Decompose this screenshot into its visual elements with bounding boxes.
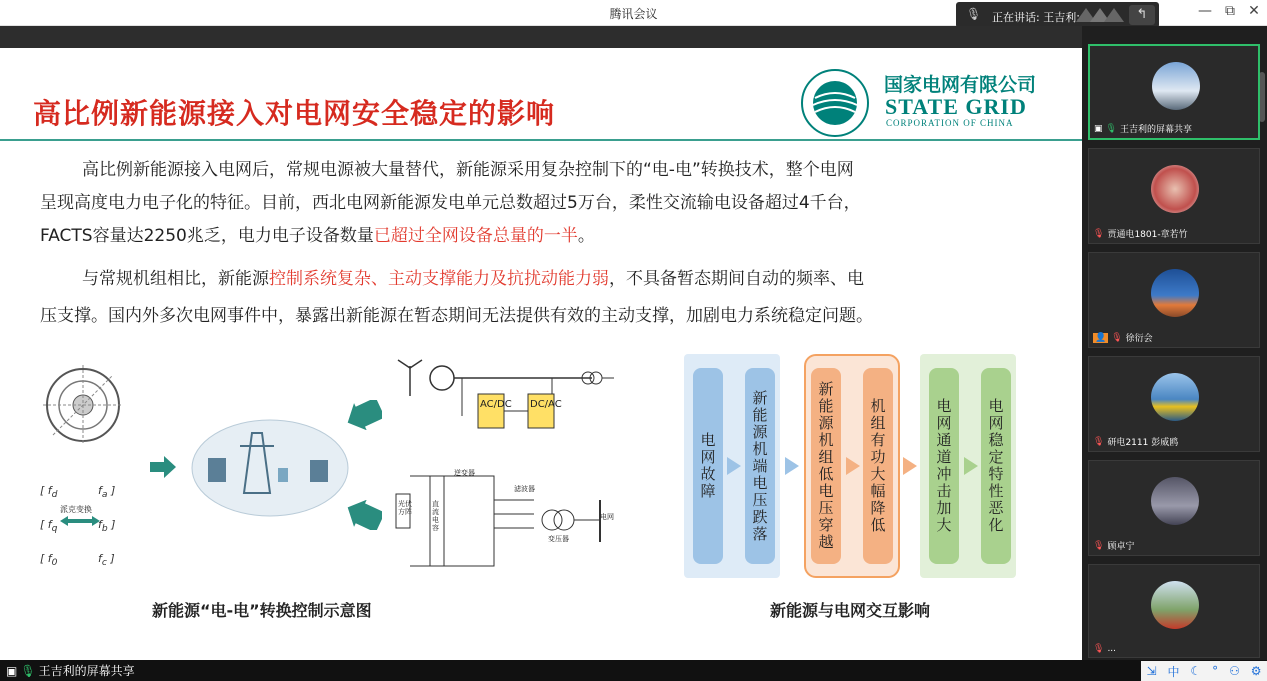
paragraph-2-line-1 (40, 263, 1050, 296)
screen-share-status[interactable] (2, 661, 139, 680)
logo-english-name: STATE GRID (885, 94, 1027, 119)
dc-capacitor-label: 直流电容 (432, 500, 439, 532)
left-figure-caption: 新能源“电-电”转换控制示意图 (152, 601, 372, 620)
participant-name: 研电2111 彭威鸥 (1107, 438, 1179, 448)
park-transform-diagram (38, 476, 128, 569)
bottom-status-bar (0, 660, 1267, 681)
participant-label (1093, 644, 1116, 654)
power-grid-illustration (190, 418, 350, 518)
participant-name: ... (1107, 644, 1117, 654)
flow-arrow-icon (846, 457, 860, 475)
paragraph-1-line-2: 呈现高度电力电子化的特征。目前，西北电网新能源发电单元总数超过5万台，柔性交流输电设备超过4千台， (40, 193, 861, 213)
maximize-button[interactable]: ⧉ (1225, 3, 1235, 19)
motor-cross-section-diagram (38, 360, 128, 450)
paragraph-1-text: FACTS容量达2250兆乏，电力电子设备数量 (40, 226, 374, 246)
participant-label (1094, 122, 1192, 135)
double-arrow-icon (60, 516, 100, 526)
flow-step-1: 电网故障 (693, 368, 723, 564)
left-arrow-icon (346, 500, 382, 530)
participant-tile[interactable] (1088, 356, 1260, 452)
mic-on-icon: 🎙 (1105, 123, 1117, 134)
left-arrow-icon (346, 400, 382, 430)
flow-arrow-icon (727, 457, 741, 475)
participant-name: 王吉利的屏幕共享 (1119, 125, 1192, 135)
minimize-button[interactable]: — (1198, 3, 1212, 19)
close-button[interactable]: ✕ (1248, 3, 1260, 19)
ime-user-icon[interactable]: ⚇ (1229, 664, 1240, 678)
acdc-label: AC/DC (480, 399, 512, 410)
participant-label (1093, 435, 1178, 448)
slide-title: 高比例新能源接入对电网安全稳定的影响 (33, 97, 556, 130)
avatar (1151, 373, 1199, 421)
fb-label: $f_b$ ] (98, 518, 116, 535)
user-icon: 👤 (1095, 332, 1107, 343)
paragraph-1-line-3 (40, 220, 1050, 253)
return-arrow-icon[interactable]: ↰ (1129, 5, 1155, 25)
participant-tile[interactable] (1088, 564, 1260, 658)
screen-share-icon: ▣ (1094, 123, 1103, 134)
paragraph-2-highlight: 控制系统复杂、主动支撑能力及抗扰动能力弱 (269, 269, 609, 289)
paragraph-2-text: 与常规机组相比，新能源 (82, 269, 269, 289)
avatar (1152, 62, 1200, 110)
shared-slide (0, 48, 1082, 655)
avatar (1151, 477, 1199, 525)
mic-muted-icon: 🎙 (1093, 228, 1105, 239)
participant-name: 贾通电1801-章若竹 (1107, 230, 1188, 240)
mic-on-icon: 🎙 (20, 663, 36, 678)
participant-label (1093, 539, 1134, 552)
mic-muted-icon: 🎙 (1093, 540, 1105, 551)
ime-toolbar[interactable] (1141, 661, 1267, 681)
mic-icon: 🎙 (966, 7, 982, 21)
mic-muted-icon: 🎙 (1111, 332, 1123, 343)
app-title: 腾讯会议 (609, 7, 658, 21)
ime-settings-icon[interactable]: ⚙ (1250, 664, 1262, 678)
mic-muted-icon: 🎙 (1093, 436, 1105, 447)
flow-arrow-icon (785, 457, 799, 475)
fa-label: $f_a$ ] (98, 484, 116, 501)
logo-chinese-name: 国家电网有限公司 (884, 74, 1037, 96)
inverter-label: 逆变器 (454, 469, 475, 477)
mic-muted-icon: 🎙 (1093, 644, 1105, 654)
right-arrow-icon (150, 456, 176, 478)
ime-moon-icon[interactable]: ☾ (1190, 664, 1202, 678)
logo-english-subtitle: CORPORATION OF CHINA (886, 118, 1014, 128)
screen-share-label: 王吉利的屏幕共享 (38, 664, 135, 678)
paragraph-1-line-1: 高比例新能源接入电网后，常规电源被大量替代，新能源采用复杂控制下的“电-电”转换技术，整个电网 (82, 160, 854, 180)
participant-name: 顾卓宁 (1107, 542, 1135, 552)
park-transform-label: 派克变换 (60, 505, 92, 514)
window-titlebar (0, 0, 1267, 26)
ime-chinese-mode[interactable]: 中 (1167, 664, 1180, 679)
participant-tile[interactable] (1088, 252, 1260, 348)
screen-share-icon: ▣ (6, 663, 18, 678)
participant-tile[interactable] (1088, 44, 1260, 140)
avatar (1151, 165, 1199, 213)
transformer-label: 变压器 (548, 535, 569, 543)
wind-converter-diagram (392, 356, 614, 436)
participant-tile[interactable] (1088, 460, 1260, 556)
avatar (1151, 269, 1199, 317)
state-grid-seal-icon (800, 68, 870, 138)
avatar (1151, 581, 1199, 629)
ime-menu-icon[interactable]: ⇲ (1146, 664, 1157, 678)
pv-array-label: 光伏方阵 (398, 500, 412, 516)
fq-label: [ $f_q$ (40, 518, 58, 535)
flow-step-4: 机组有功大幅降低 (863, 368, 893, 564)
paragraph-2-end: ，不具备暂态期间自动的频率、电 (609, 269, 864, 289)
participant-tile[interactable] (1088, 148, 1260, 244)
flow-step-3: 新能源机组低电压穿越 (811, 368, 841, 564)
grid-label: 电网 (600, 513, 614, 521)
fc-label: $f_c$ ] (98, 552, 115, 569)
share-top-strip (0, 26, 1082, 48)
paragraph-2-line-2: 压支撑。国内外多次电网事件中，暴露出新能源在暂态期间无法提供有效的主动支撑，加剧电力系统稳定问题。 (40, 306, 873, 326)
f0-label: [ $f_0$ (40, 552, 58, 569)
flow-arrow-icon (964, 457, 978, 475)
speaking-label: 正在讲话: 王吉利; (992, 11, 1080, 24)
flow-step-5: 电网通道冲击加大 (929, 368, 959, 564)
participant-label (1093, 331, 1153, 344)
participant-label (1093, 227, 1188, 240)
flow-arrow-icon (903, 457, 917, 475)
participant-name: 徐衍会 (1125, 334, 1153, 344)
speaking-indicator[interactable] (956, 2, 1159, 28)
ime-punct-icon[interactable]: ° (1212, 664, 1219, 678)
pv-inverter-diagram (394, 466, 620, 578)
flow-step-6: 电网稳定特性恶化 (981, 368, 1011, 564)
speaker-wave-icon (1076, 8, 1126, 22)
title-divider (0, 139, 1082, 141)
flow-step-2: 新能源机端电压跌落 (745, 368, 775, 564)
dcac-label: DC/AC (530, 399, 562, 410)
paragraph-1-end: 。 (577, 226, 595, 246)
fd-label: [ $f_d$ (40, 484, 58, 501)
filter-label: 滤波器 (514, 485, 535, 493)
right-figure-caption: 新能源与电网交互影响 (770, 601, 931, 620)
paragraph-1-highlight: 已超过全网设备总量的一半 (373, 226, 578, 246)
